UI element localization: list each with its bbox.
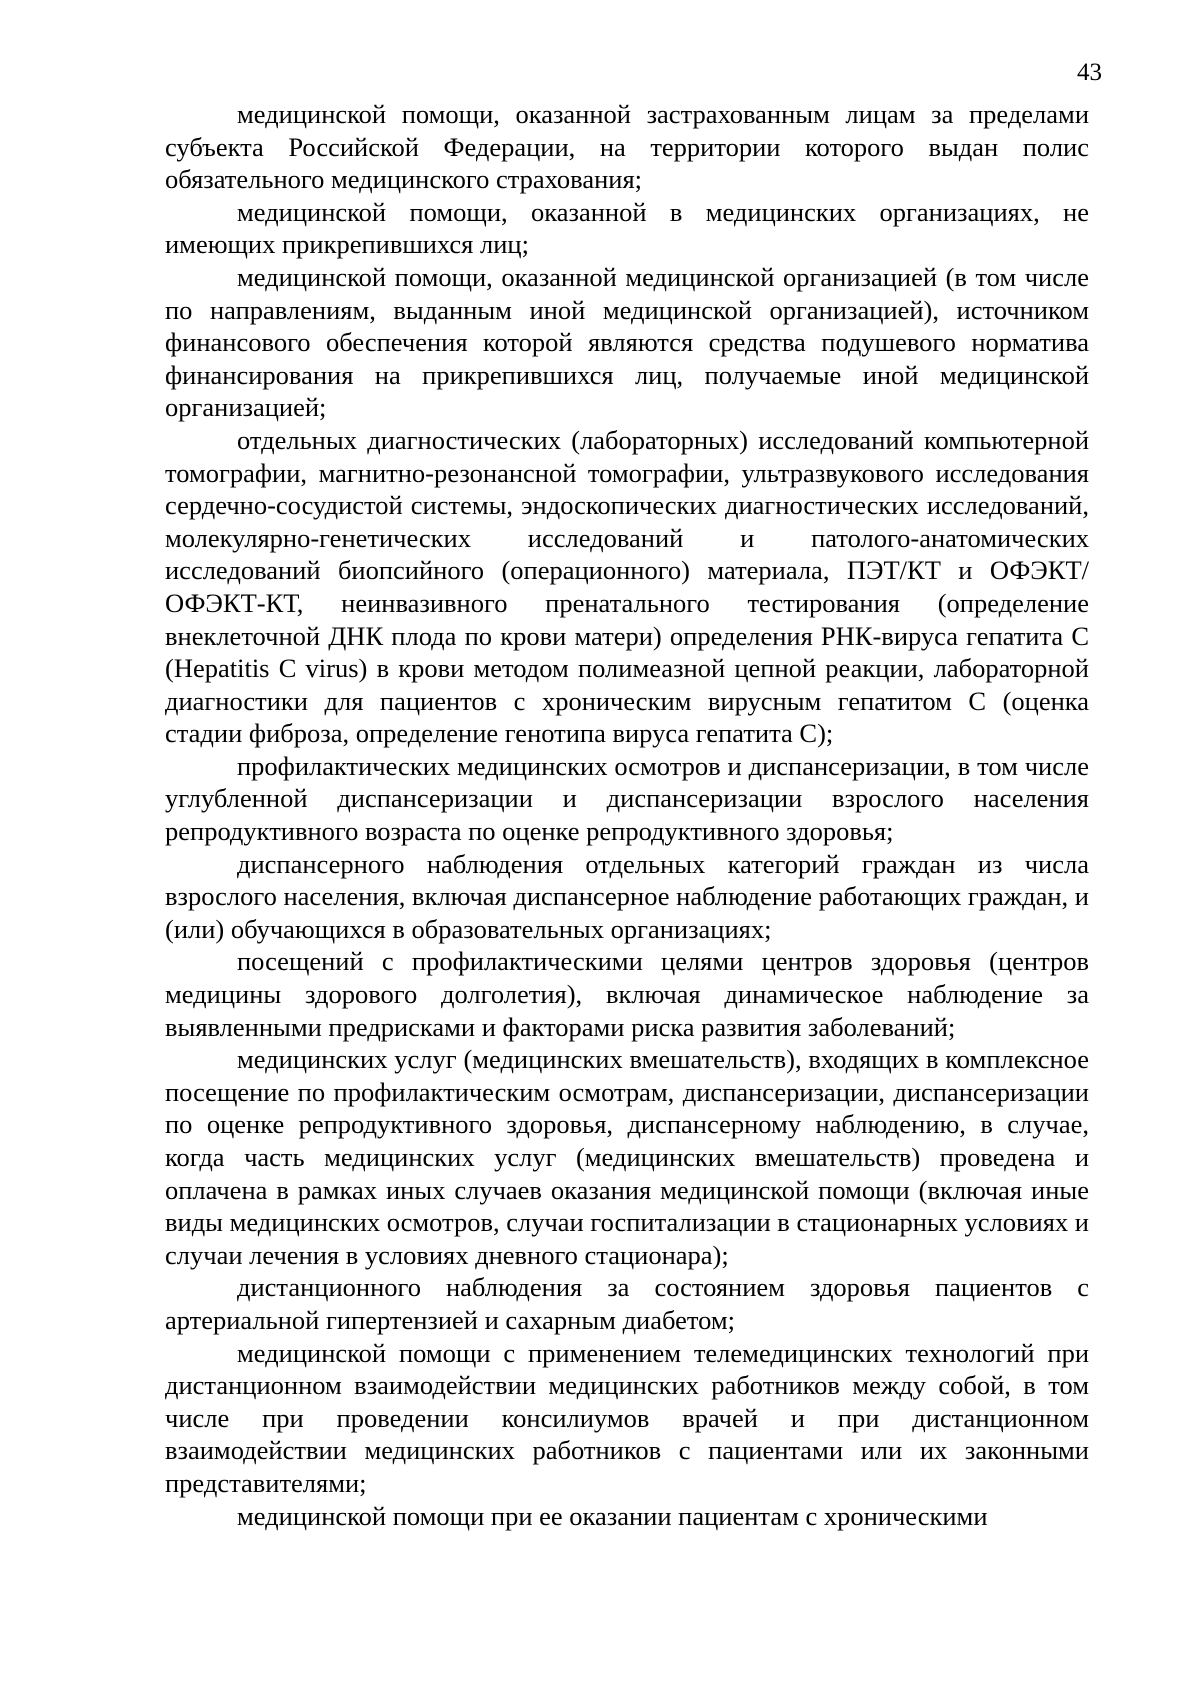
- paragraph-7: посещений с профилактическими целями центров здоровья (центров медицины здорового долголетия), включая динамическое наблюдение за выявленными предрисками и факторами риска развития заболеваний;: [165, 946, 1089, 1042]
- paragraph-11: медицинской помощи при ее оказании пациентам с хроническими: [237, 1500, 988, 1531]
- paragraph-8: медицинских услуг (медицинских вмешательств), входящих в комплексное посещение по профилактическим осмотрам, диспансеризации, диспансеризации по оценке репродуктивного здоровья, диспансерному наблюдению, в случае, когда часть медицинских услуг (медицинских вмешательств) проведена и оплачена в рамках иных случаев оказания медицинской помощи (включая иные виды медицинских осмотров, случаи госпитализации в стационарных условиях и случаи лечения в условиях дневного стационара);: [165, 1044, 1089, 1270]
- paragraph-9: дистанционного наблюдения за состоянием здоровья пациентов с артериальной гипертензией и сахарным диабетом;: [165, 1272, 1089, 1335]
- paragraph-5: профилактических медицинских осмотров и диспансеризации, в том числе углубленной диспансеризации и диспансеризации взрослого населения репродуктивного возраста по оценке репродуктивного здоровья;: [165, 750, 1089, 847]
- page-number: 43: [1077, 59, 1102, 86]
- paragraph-2: медицинской помощи, оказанной в медицинских организациях, не имеющих прикрепившихся лиц;: [165, 196, 1089, 260]
- paragraph-10: медицинской помощи с применением телемедицинских технологий при дистанционном взаимодействии медицинских работников между собой, в том числе при проведении консилиумов врачей и при дистанционном взаимодействии медицинских работников с пациентами или их законными представителями;: [165, 1337, 1089, 1498]
- paragraph-4: отдельных диагностических (лабораторных) исследований компьютерной томографии, магнитно-резонансной томографии, ультразвукового исследования сердечно-сосудистой системы, эндоскопических диагностических исследований, молекулярно-генетических исследований и патолого-анатомических исследований биопсийного (операционного) материала, ПЭТ/КТ и ОФЭКТ/ОФЭКТ-КТ, неинвазивного пренатального тестирования (определение внеклеточной ДНК плода по крови матери) определения РНК-вируса гепатита С (Hepatitis С virus) в крови методом полимеазной цепной реакции, лабораторной диагностики для пациентов с хроническим вирусным гепатитом С (оценка стадии фиброза, определение генотипа вируса гепатита С);: [165, 424, 1089, 749]
- paragraph-6: диспансерного наблюдения отдельных категорий граждан из числа взрослого населения, включая диспансерное наблюдение работающих граждан, и (или) обучающихся в образовательных организациях;: [165, 848, 1089, 944]
- document-body: [165, 98, 1089, 1532]
- paragraph-3: медицинской помощи, оказанной медицинской организацией (в том числе по направлениям, выданным иной медицинской организацией), источником финансового обеспечения которой являются средства подушевого норматива финансирования на прикрепившихся лиц, получаемые иной медицинской организацией;: [165, 261, 1089, 423]
- paragraph-1: медицинской помощи, оказанной застрахованным лицам за пределами субъекта Российской Федерации, на территории которого выдан полис обязательного медицинского страхования;: [165, 99, 1089, 195]
